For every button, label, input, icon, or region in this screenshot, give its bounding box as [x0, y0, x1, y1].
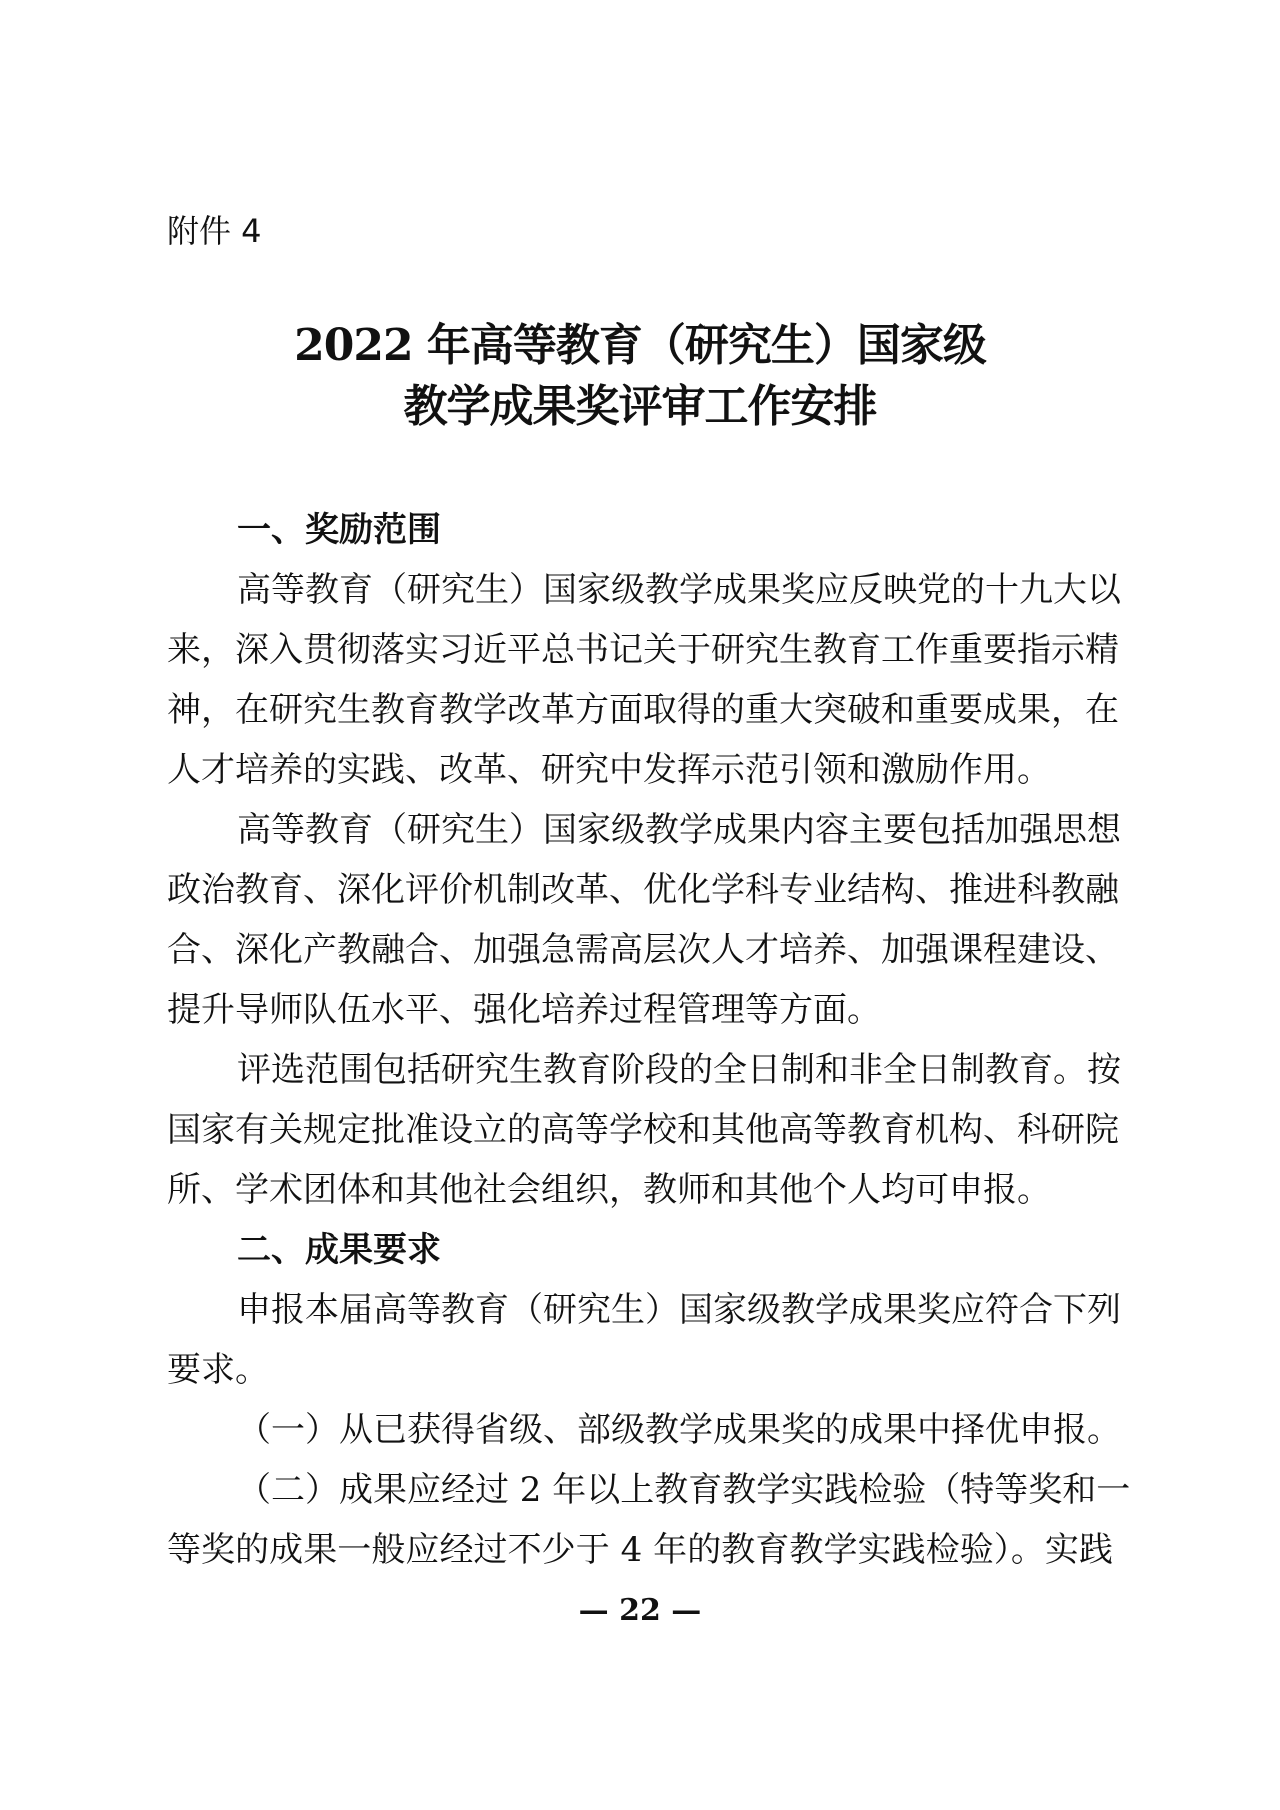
- body-text-line: 国家有关规定批准设立的高等学校和其他高等教育机构、科研院: [167, 1110, 1119, 1150]
- body-text-line: （一）从已获得省级、部级教学成果奖的成果中择优申报。: [237, 1410, 1121, 1450]
- body-text-line: 等奖的成果一般应经过不少于 4 年的教育教学实践检验）。实践: [167, 1530, 1113, 1570]
- section-heading: 二、成果要求: [237, 1230, 441, 1270]
- page-number: — 22 —: [578, 1593, 702, 1628]
- section-heading: 一、奖励范围: [237, 510, 441, 550]
- body-text-line: 来，深入贯彻落实习近平总书记关于研究生教育工作重要指示精: [167, 630, 1119, 670]
- body-text-line: 高等教育（研究生）国家级教学成果奖应反映党的十九大以: [237, 570, 1121, 610]
- body-text-line: 政治教育、深化评价机制改革、优化学科专业结构、推进科教融: [167, 870, 1119, 910]
- body-text-line: 评选范围包括研究生教育阶段的全日制和非全日制教育。按: [237, 1050, 1121, 1090]
- body-text-line: 申报本届高等教育（研究生）国家级教学成果奖应符合下列: [237, 1290, 1121, 1330]
- body-text-line: 提升导师队伍水平、强化培养过程管理等方面。: [167, 990, 881, 1030]
- body-text-line: （二）成果应经过 2 年以上教育教学实践检验（特等奖和一: [237, 1470, 1131, 1510]
- document-title-line-1: 2022 年高等教育（研究生）国家级: [294, 320, 986, 371]
- document-title-line-2: 教学成果奖评审工作安排: [403, 381, 877, 432]
- body-text-line: 高等教育（研究生）国家级教学成果内容主要包括加强思想: [237, 810, 1121, 850]
- body-text-line: 神，在研究生教育教学改革方面取得的重大突破和重要成果，在: [167, 690, 1119, 730]
- body-text-line: 要求。: [167, 1350, 269, 1390]
- body-text-line: 人才培养的实践、改革、研究中发挥示范引领和激励作用。: [167, 750, 1051, 790]
- body-text-line: 所、学术团体和其他社会组织，教师和其他个人均可申报。: [167, 1170, 1051, 1210]
- attachment-label: 附件 4: [167, 212, 262, 250]
- body-text-line: 合、深化产教融合、加强急需高层次人才培养、加强课程建设、: [167, 930, 1119, 970]
